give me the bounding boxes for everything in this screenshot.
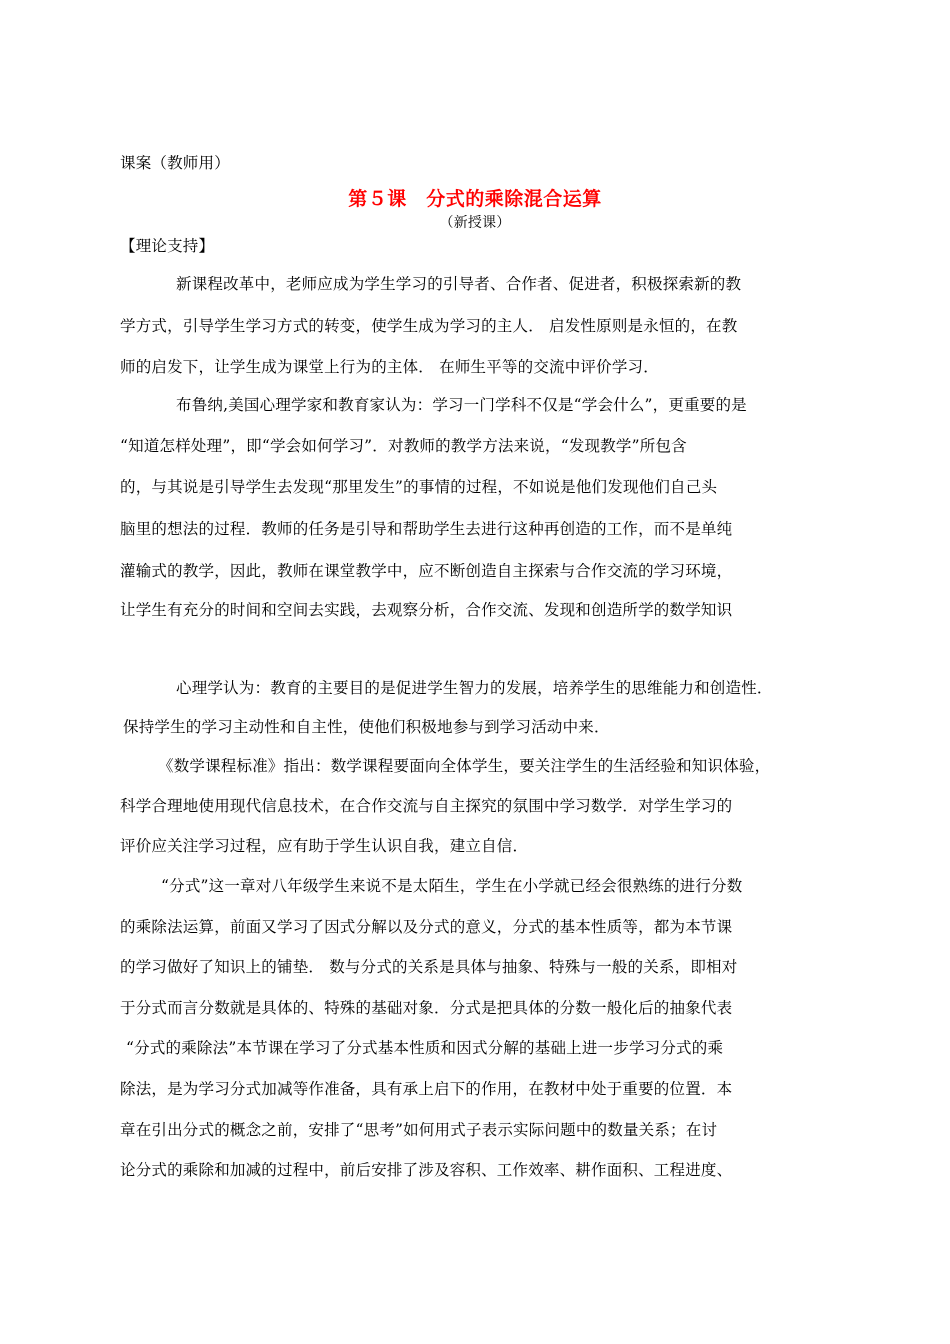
paragraph-line: “分式”这一章对八年级学生来说不是太陌生，学生在小学就已经会很熟练的进行分数 [161, 877, 743, 895]
paragraph-line: 心理学认为：教育的主要目的是促进学生智力的发展，培养学生的思维能力和创造性． [176, 679, 773, 697]
paragraph-line: 的，与其说是引导学生去发现“那里发生”的事情的过程，不如说是他们发现他们自己头 [120, 478, 718, 496]
lesson-title: 第５课 分式的乘除混合运算 [348, 188, 602, 210]
paragraph-line: 学方式，引导学生学习方式的转变，使学生成为学习的主人． 启发性原则是永恒的，在教 [120, 317, 738, 335]
paragraph-line: 《数学课程标准》指出：数学课程要面向全体学生，要关注学生的生活经验和知识体验， [158, 757, 771, 775]
section-heading: 【理论支持】 [120, 237, 215, 255]
paragraph-line: 新课程改革中，老师应成为学生学习的引导者、合作者、促进者，积极探索新的教 [176, 275, 742, 293]
paragraph-line: 师的启发下，让学生成为课堂上行为的主体． 在师生平等的交流中评价学习． [120, 358, 659, 376]
paragraph-line: 布鲁纳,美国心理学家和教育家认为：学习一门学科不仅是“学会什么”，更重要的是 [176, 396, 747, 414]
paragraph-line: 灌输式的教学，因此，教师在课堂教学中，应不断创造自主探索与合作交流的学习环境， [120, 562, 733, 580]
paragraph-line: 的学习做好了知识上的铺垫． 数与分式的关系是具体与抽象、特殊与一般的关系，即相对 [120, 958, 738, 976]
paragraph-line: 论分式的乘除和加减的过程中，前后安排了涉及容积、工作效率、耕作面积、工程进度、 [120, 1161, 733, 1179]
paragraph-line: 除法，是为学习分式加减等作准备，具有承上启下的作用，在教材中处于重要的位置．本 [120, 1080, 733, 1098]
document-header: 课案（教师用） [120, 154, 230, 172]
paragraph-line: “分式的乘除法”本节课在学习了分式基本性质和因式分解的基础上进一步学习分式的乘 [126, 1039, 724, 1057]
lesson-subtitle: （新授课） [439, 215, 511, 231]
paragraph-line: 于分式而言分数就是具体的、特殊的基础对象．分式是把具体的分数一般化后的抽象代表 [120, 999, 733, 1017]
paragraph-line: 保持学生的学习主动性和自主性，使他们积极地参与到学习活动中来． [123, 718, 610, 736]
paragraph-line: 评价应关注学习过程，应有助于学生认识自我，建立自信． [120, 837, 529, 855]
paragraph-line: 脑里的想法的过程．教师的任务是引导和帮助学生去进行这种再创造的工作，而不是单纯 [120, 520, 733, 538]
paragraph-line: 让学生有充分的时间和空间去实践，去观察分析，合作交流、发现和创造所学的数学知识 [120, 601, 733, 619]
paragraph-line: 的乘除法运算，前面又学习了因式分解以及分式的意义，分式的基本性质等，都为本节课 [120, 918, 733, 936]
paragraph-line: “知道怎样处理”，即“学会如何学习”．对教师的教学方法来说，“发现教学”所包含 [120, 437, 687, 455]
paragraph-line: 章在引出分式的概念之前，安排了“思考”如何用式子表示实际问题中的数量关系；在讨 [120, 1121, 718, 1139]
paragraph-line: 科学合理地使用现代信息技术，在合作交流与自主探究的氛围中学习数学．对学生学习的 [120, 797, 733, 815]
